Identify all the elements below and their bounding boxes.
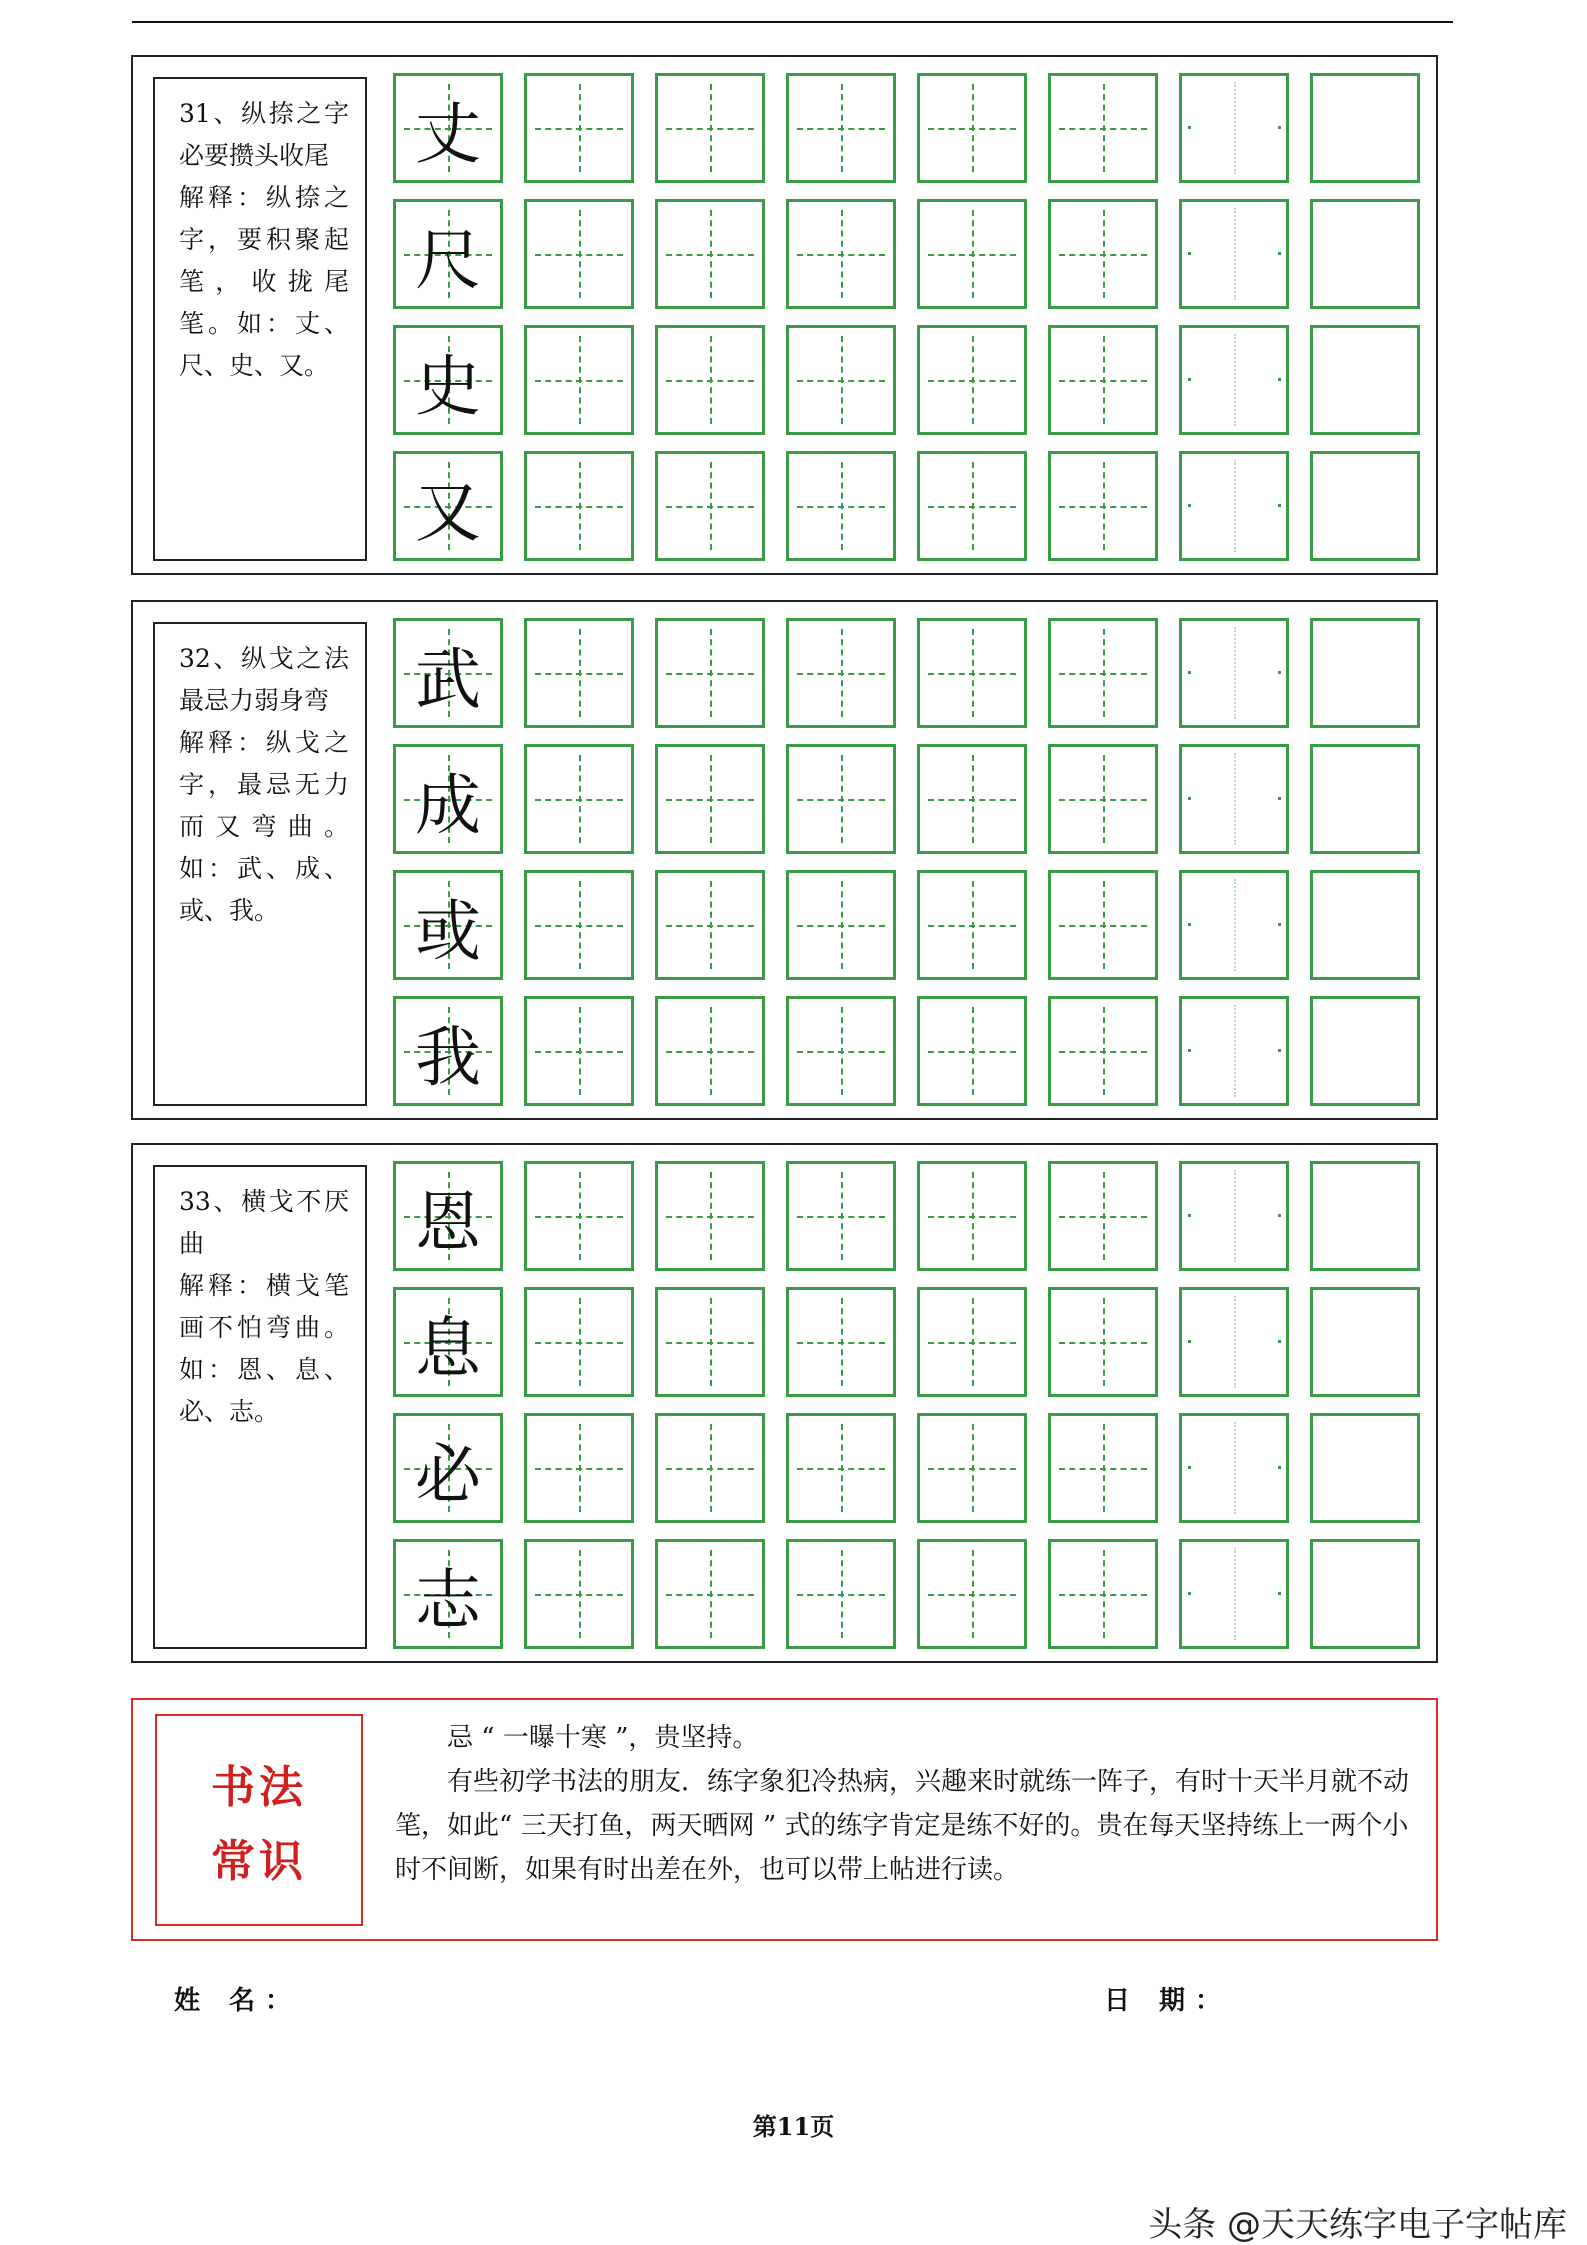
guide-dot [1278, 923, 1281, 926]
practice-row [393, 1161, 1423, 1271]
guide-line-horizontal [666, 380, 754, 382]
practice-cell[interactable] [655, 1161, 765, 1271]
guide-line-horizontal [666, 673, 754, 675]
practice-cell[interactable] [1179, 870, 1289, 980]
model-character: 尺 [415, 221, 481, 299]
guide-dot [1278, 252, 1281, 255]
practice-cell[interactable] [917, 1539, 1027, 1649]
practice-cell[interactable] [1310, 1539, 1420, 1649]
guide-line-horizontal [797, 254, 885, 256]
practice-row [393, 618, 1423, 728]
practice-cell[interactable] [917, 199, 1027, 309]
guide-dot [1188, 1049, 1191, 1052]
practice-cell[interactable] [524, 325, 634, 435]
guide-line-horizontal [535, 1342, 623, 1344]
guide-dot [1188, 252, 1191, 255]
practice-cell[interactable] [1048, 199, 1158, 309]
guide-line-faint [1234, 627, 1236, 719]
model-character-cell [393, 618, 503, 728]
practice-row [393, 996, 1423, 1106]
guide-line-horizontal [1059, 1216, 1147, 1218]
practice-cell[interactable] [917, 618, 1027, 728]
guide-dot [1278, 1214, 1281, 1217]
guide-dot [1278, 1340, 1281, 1343]
model-character-cell [393, 1287, 503, 1397]
tip-text [395, 1716, 1415, 1892]
practice-cell[interactable] [655, 870, 765, 980]
model-character-cell [393, 870, 503, 980]
model-character-cell [393, 451, 503, 561]
model-character: 必 [415, 1435, 481, 1513]
practice-cell[interactable] [917, 870, 1027, 980]
practice-cell[interactable] [786, 325, 896, 435]
model-character-cell [393, 199, 503, 309]
guide-dot [1278, 1049, 1281, 1052]
guide-line-horizontal [1059, 1468, 1147, 1470]
guide-line-horizontal [797, 925, 885, 927]
guide-line-horizontal [666, 254, 754, 256]
guide-line-horizontal [928, 506, 1016, 508]
guide-line-horizontal [666, 1468, 754, 1470]
guide-dot [1188, 1214, 1191, 1217]
tip-paragraph-2: 有些初学书法的朋友．练字象犯冷热病，兴趣来时就练一阵子，有时十天半月就不动笔，如此“ 三天打鱼，两天晒网 ” 式的练字肯定是练不好的。贵在每天坚持练上一两个小时不间断，如果有时出差在外，也可以带上帖进行读。 [395, 1767, 1410, 1885]
guide-line-horizontal [1059, 380, 1147, 382]
practice-cell[interactable] [1048, 1161, 1158, 1271]
guide-dot [1188, 923, 1191, 926]
practice-cell[interactable] [1179, 1161, 1289, 1271]
practice-row [393, 199, 1423, 309]
practice-row [393, 1413, 1423, 1523]
guide-line-horizontal [666, 506, 754, 508]
guide-line-horizontal [535, 1051, 623, 1053]
guide-line-horizontal [928, 1468, 1016, 1470]
practice-cell[interactable] [524, 1161, 634, 1271]
practice-section [131, 1143, 1438, 1663]
practice-cell[interactable] [786, 618, 896, 728]
model-character: 成 [415, 766, 481, 844]
name-label: 姓 名： [174, 1986, 302, 2016]
guide-line-faint [1234, 1296, 1236, 1388]
guide-line-horizontal [797, 380, 885, 382]
guide-dot [1188, 126, 1191, 129]
practice-cell[interactable] [1048, 1413, 1158, 1523]
model-character: 我 [415, 1018, 481, 1096]
practice-cell[interactable] [655, 996, 765, 1106]
guide-line-horizontal [928, 799, 1016, 801]
practice-cell[interactable] [524, 870, 634, 980]
guide-dot [1278, 126, 1281, 129]
practice-cell[interactable] [1310, 1287, 1420, 1397]
practice-cell[interactable] [1048, 870, 1158, 980]
model-character-cell [393, 1161, 503, 1271]
guide-line-horizontal [1059, 506, 1147, 508]
practice-cell[interactable] [1310, 199, 1420, 309]
rule-explanation: 解释：纵捺之字，要积聚起笔，收拢尾笔。如：丈、尺、史、又。 [179, 183, 349, 380]
rule-explanation: 解释：纵戈之字，最忌无力而又弯曲。如：武、成、或、我。 [179, 728, 349, 925]
guide-dot [1278, 1592, 1281, 1595]
practice-cell[interactable] [1048, 744, 1158, 854]
model-character: 或 [415, 892, 481, 970]
guide-line-horizontal [797, 506, 885, 508]
guide-line-horizontal [666, 128, 754, 130]
tip-label-line1: 书法 [211, 1762, 307, 1813]
guide-line-horizontal [928, 380, 1016, 382]
guide-line-horizontal [666, 1051, 754, 1053]
practice-cell[interactable] [1179, 451, 1289, 561]
guide-line-horizontal [535, 1594, 623, 1596]
guide-line-horizontal [797, 1051, 885, 1053]
practice-cell[interactable] [786, 73, 896, 183]
guide-dot [1278, 671, 1281, 674]
calligraphy-tip-box [131, 1698, 1438, 1941]
model-character: 丈 [415, 95, 481, 173]
guide-dot [1188, 504, 1191, 507]
practice-row [393, 870, 1423, 980]
guide-line-horizontal [928, 1594, 1016, 1596]
guide-line-faint [1234, 208, 1236, 300]
practice-row [393, 73, 1423, 183]
model-character: 息 [415, 1309, 481, 1387]
guide-line-horizontal [928, 673, 1016, 675]
guide-line-horizontal [535, 254, 623, 256]
practice-cell[interactable] [524, 1539, 634, 1649]
guide-line-horizontal [1059, 1594, 1147, 1596]
top-rule [132, 21, 1453, 23]
model-character-cell [393, 325, 503, 435]
practice-cell[interactable] [786, 451, 896, 561]
practice-cell[interactable] [1310, 451, 1420, 561]
rule-description [153, 77, 367, 561]
guide-line-horizontal [1059, 254, 1147, 256]
guide-line-horizontal [928, 128, 1016, 130]
practice-cell[interactable] [917, 451, 1027, 561]
guide-line-horizontal [1059, 799, 1147, 801]
practice-cell[interactable] [1310, 1413, 1420, 1523]
guide-line-faint [1234, 334, 1236, 426]
model-character-cell [393, 1413, 503, 1523]
guide-line-horizontal [928, 1342, 1016, 1344]
practice-cell[interactable] [655, 1287, 765, 1397]
date-label: 日 期： [1104, 1986, 1232, 2016]
practice-cell[interactable] [1310, 325, 1420, 435]
practice-cell[interactable] [1048, 451, 1158, 561]
guide-line-horizontal [535, 925, 623, 927]
practice-cell[interactable] [1048, 1539, 1158, 1649]
guide-line-horizontal [666, 925, 754, 927]
practice-cell[interactable] [917, 744, 1027, 854]
practice-cell[interactable] [1179, 1539, 1289, 1649]
guide-dot [1188, 378, 1191, 381]
practice-cell[interactable] [917, 1413, 1027, 1523]
practice-section [131, 600, 1438, 1120]
rule-title: 32、纵戈之法最忌力弱身弯 [179, 644, 349, 715]
model-character: 又 [415, 473, 481, 551]
practice-cell[interactable] [655, 744, 765, 854]
practice-row [393, 744, 1423, 854]
guide-line-faint [1234, 82, 1236, 174]
guide-line-horizontal [535, 1468, 623, 1470]
practice-cell[interactable] [917, 996, 1027, 1106]
practice-cell[interactable] [655, 199, 765, 309]
practice-cell[interactable] [524, 1287, 634, 1397]
guide-line-faint [1234, 1422, 1236, 1514]
practice-cell[interactable] [524, 199, 634, 309]
practice-cell[interactable] [655, 451, 765, 561]
guide-line-faint [1234, 1005, 1236, 1097]
practice-cell[interactable] [1310, 744, 1420, 854]
practice-cell[interactable] [524, 618, 634, 728]
guide-line-faint [1234, 460, 1236, 552]
rule-title: 31、纵捺之字必要攒头收尾 [179, 99, 349, 170]
guide-line-horizontal [535, 1216, 623, 1218]
guide-line-horizontal [797, 1468, 885, 1470]
guide-dot [1278, 504, 1281, 507]
practice-cell[interactable] [1179, 73, 1289, 183]
guide-dot [1188, 1340, 1191, 1343]
model-character-cell [393, 996, 503, 1106]
model-character-cell [393, 1539, 503, 1649]
guide-line-faint [1234, 753, 1236, 845]
tip-label [155, 1714, 363, 1926]
practice-cell[interactable] [1179, 199, 1289, 309]
guide-line-horizontal [928, 254, 1016, 256]
practice-cell[interactable] [1179, 1287, 1289, 1397]
guide-dot [1188, 1592, 1191, 1595]
practice-cell[interactable] [524, 744, 634, 854]
practice-cell[interactable] [1310, 618, 1420, 728]
guide-line-horizontal [797, 673, 885, 675]
guide-line-horizontal [928, 925, 1016, 927]
guide-line-horizontal [535, 673, 623, 675]
practice-row [393, 451, 1423, 561]
practice-cell[interactable] [655, 1539, 765, 1649]
practice-cell[interactable] [1179, 1413, 1289, 1523]
guide-line-horizontal [1059, 673, 1147, 675]
guide-line-horizontal [797, 1342, 885, 1344]
rule-explanation: 解释：横戈笔画不怕弯曲。如：恩、息、必、志。 [179, 1271, 349, 1426]
guide-dot [1188, 797, 1191, 800]
practice-row [393, 1539, 1423, 1649]
model-character: 史 [415, 347, 481, 425]
practice-row [393, 325, 1423, 435]
guide-line-horizontal [1059, 1051, 1147, 1053]
practice-cell[interactable] [1310, 870, 1420, 980]
guide-dot [1188, 1466, 1191, 1469]
practice-row [393, 1287, 1423, 1397]
guide-line-horizontal [535, 128, 623, 130]
practice-cell[interactable] [917, 325, 1027, 435]
practice-cell[interactable] [1310, 1161, 1420, 1271]
practice-cell[interactable] [786, 870, 896, 980]
guide-line-horizontal [928, 1216, 1016, 1218]
guide-line-horizontal [797, 799, 885, 801]
guide-line-horizontal [1059, 1342, 1147, 1344]
guide-line-horizontal [928, 1051, 1016, 1053]
model-character-cell [393, 744, 503, 854]
model-character: 志 [415, 1561, 481, 1639]
practice-cell[interactable] [1179, 744, 1289, 854]
tip-label-line2: 常识 [211, 1836, 307, 1887]
guide-dot [1278, 1466, 1281, 1469]
guide-line-horizontal [666, 1342, 754, 1344]
guide-line-horizontal [1059, 128, 1147, 130]
guide-line-horizontal [797, 1216, 885, 1218]
practice-cell[interactable] [1179, 325, 1289, 435]
practice-cell[interactable] [1048, 73, 1158, 183]
guide-line-horizontal [666, 1594, 754, 1596]
guide-dot [1188, 671, 1191, 674]
watermark: 头条 @天天练字电子字帖库 [1148, 2205, 1567, 2245]
guide-line-horizontal [666, 799, 754, 801]
guide-line-faint [1234, 879, 1236, 971]
practice-cell[interactable] [655, 618, 765, 728]
tip-paragraph-1: 忌 “ 一曝十寒 ”，贵坚持。 [447, 1723, 759, 1753]
practice-cell[interactable] [786, 744, 896, 854]
practice-section [131, 55, 1438, 575]
practice-cell[interactable] [1048, 996, 1158, 1106]
model-character: 恩 [415, 1183, 481, 1261]
guide-line-faint [1234, 1548, 1236, 1640]
practice-cell[interactable] [524, 451, 634, 561]
practice-cell[interactable] [786, 199, 896, 309]
guide-line-horizontal [797, 128, 885, 130]
guide-line-horizontal [535, 799, 623, 801]
guide-line-horizontal [535, 380, 623, 382]
practice-cell[interactable] [786, 996, 896, 1106]
practice-cell[interactable] [786, 1413, 896, 1523]
practice-cell[interactable] [655, 325, 765, 435]
rule-description [153, 622, 367, 1106]
practice-cell[interactable] [786, 1287, 896, 1397]
practice-cell[interactable] [786, 1539, 896, 1649]
guide-line-horizontal [797, 1594, 885, 1596]
practice-cell[interactable] [1048, 325, 1158, 435]
guide-line-horizontal [1059, 925, 1147, 927]
rule-description [153, 1165, 367, 1649]
practice-cell[interactable] [1310, 73, 1420, 183]
practice-cell[interactable] [1048, 1287, 1158, 1397]
practice-cell[interactable] [786, 1161, 896, 1271]
practice-cell[interactable] [917, 73, 1027, 183]
model-character: 武 [415, 640, 481, 718]
guide-dot [1278, 797, 1281, 800]
practice-cell[interactable] [1310, 996, 1420, 1106]
practice-cell[interactable] [524, 996, 634, 1106]
practice-cell[interactable] [1048, 618, 1158, 728]
practice-cell[interactable] [655, 1413, 765, 1523]
practice-cell[interactable] [655, 73, 765, 183]
practice-cell[interactable] [917, 1287, 1027, 1397]
guide-line-faint [1234, 1170, 1236, 1262]
guide-dot [1278, 378, 1281, 381]
practice-cell[interactable] [1179, 996, 1289, 1106]
practice-cell[interactable] [1179, 618, 1289, 728]
practice-cell[interactable] [524, 73, 634, 183]
rule-title: 33、横戈不厌曲 [179, 1187, 349, 1258]
guide-line-horizontal [535, 506, 623, 508]
page-number: 第11页 [752, 2112, 835, 2141]
guide-line-horizontal [666, 1216, 754, 1218]
practice-cell[interactable] [524, 1413, 634, 1523]
practice-cell[interactable] [917, 1161, 1027, 1271]
model-character-cell [393, 73, 503, 183]
